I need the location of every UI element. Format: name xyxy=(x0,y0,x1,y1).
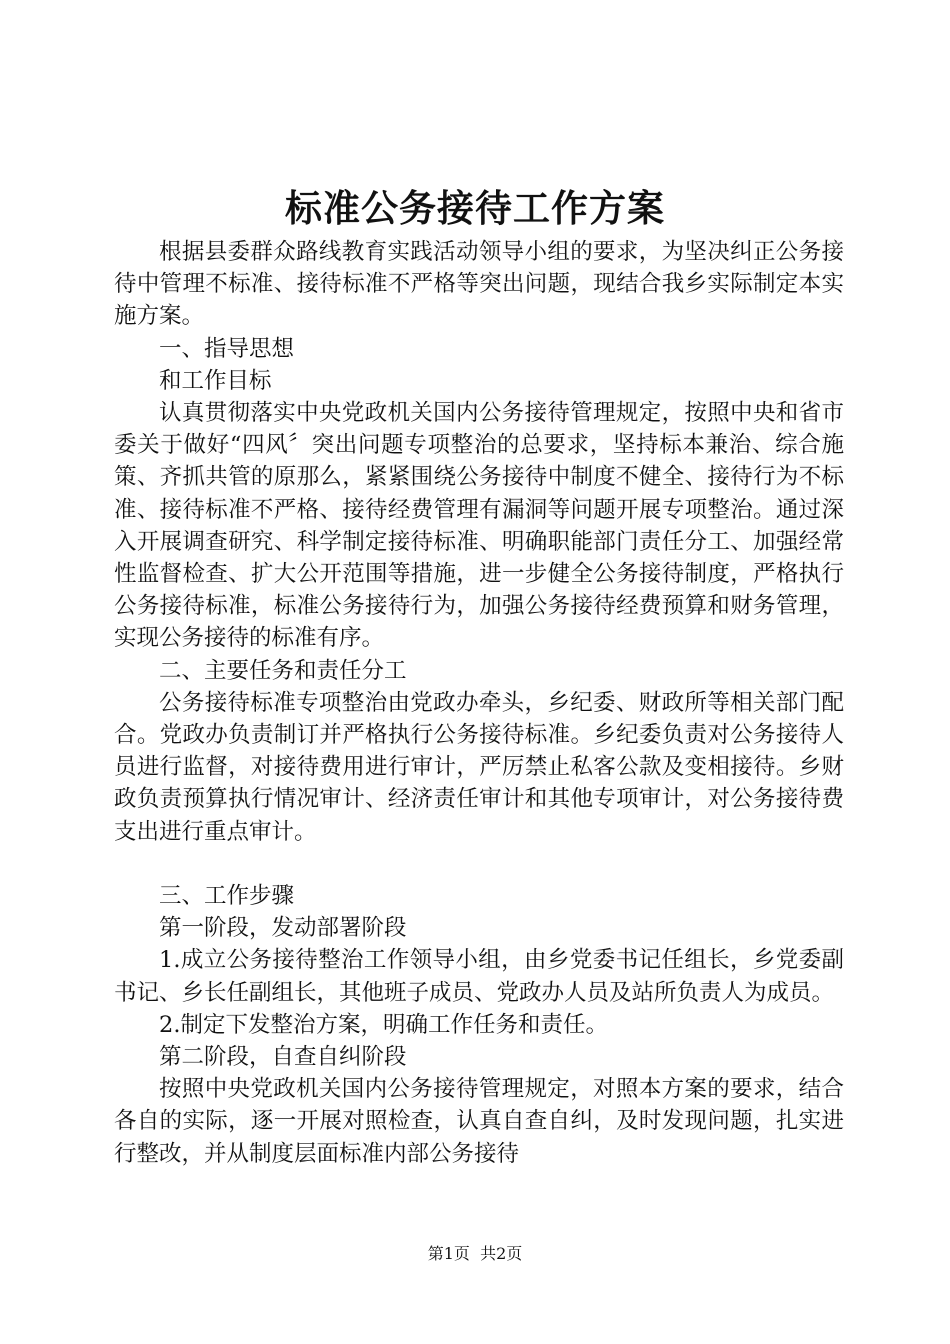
paragraph-task-division: 公务接待标准专项整治由党政办牵头，乡纪委、财政所等相关部门配合。党政办负责制订并严格执行公务接待标准。乡纪委负责对公务接待人员进行监督，对接待费用进行审计，严厉禁止私客公款及变相接待。乡财政负责预算执行情况审计、经济责任审计和其他专项审计，对公务接待费支出进行重点审计。 xyxy=(114,689,844,845)
heading-main-tasks: 二、主要任务和责任分工 xyxy=(159,657,407,684)
heading-guiding-thought: 一、指导思想 xyxy=(159,335,295,362)
heading-work-goals: 和工作目标 xyxy=(159,367,272,394)
page-footer xyxy=(0,1243,950,1265)
paragraph-step-one-item-2: 2.制定下发整治方案，明确工作任务和责任。 xyxy=(159,1011,608,1038)
heading-stage-two: 第二阶段，自查自纠阶段 xyxy=(159,1044,407,1071)
page-number-label: 第1页 共2页 xyxy=(427,1244,523,1263)
heading-work-steps: 三、工作步骤 xyxy=(159,883,295,910)
document-title: 标准公务接待工作方案 xyxy=(285,186,665,230)
document-body xyxy=(114,236,844,1170)
paragraph-guiding-content: 认真贯彻落实中央党政机关国内公务接待管理规定，按照中央和省市委关于做好“四风〞突出问题专项整治的总要求，坚持标本兼治、综合施策、齐抓共管的原那么，紧紧围绕公务接待中制度不健全、接待行为不标准、接待标准不严格、接待经费管理有漏洞等问题开展专项整治。通过深入开展调查研究、科学制定接待标准、明确职能部门责任分工、加强经常性监督检查、扩大公开范围等措施，进一步健全公务接待制度，严格执行公务接待标准，标准公务接待行为，加强公务接待经费预算和财务管理，实现公务接待的标准有序。 xyxy=(114,400,844,652)
paragraph-stage-two-content: 按照中央党政机关国内公务接待管理规定，对照本方案的要求，结合各自的实际，逐一开展对照检查，认真自查自纠，及时发现问题，扎实进行整改，并从制度层面标准内部公务接待 xyxy=(114,1076,844,1167)
paragraph-intro: 根据县委群众路线教育实践活动领导小组的要求，为坚决纠正公务接待中管理不标准、接待标准不严格等突出问题，现结合我乡实际制定本实施方案。 xyxy=(114,239,844,330)
heading-stage-one: 第一阶段，发动部署阶段 xyxy=(159,915,407,942)
paragraph-spacer xyxy=(114,848,844,880)
paragraph-step-one-item-1: 1.成立公务接待整治工作领导小组，由乡党委书记任组长，乡党委副书记、乡长任副组长，其他班子成员、党政办人员及站所负责人为成员。 xyxy=(114,947,844,1006)
